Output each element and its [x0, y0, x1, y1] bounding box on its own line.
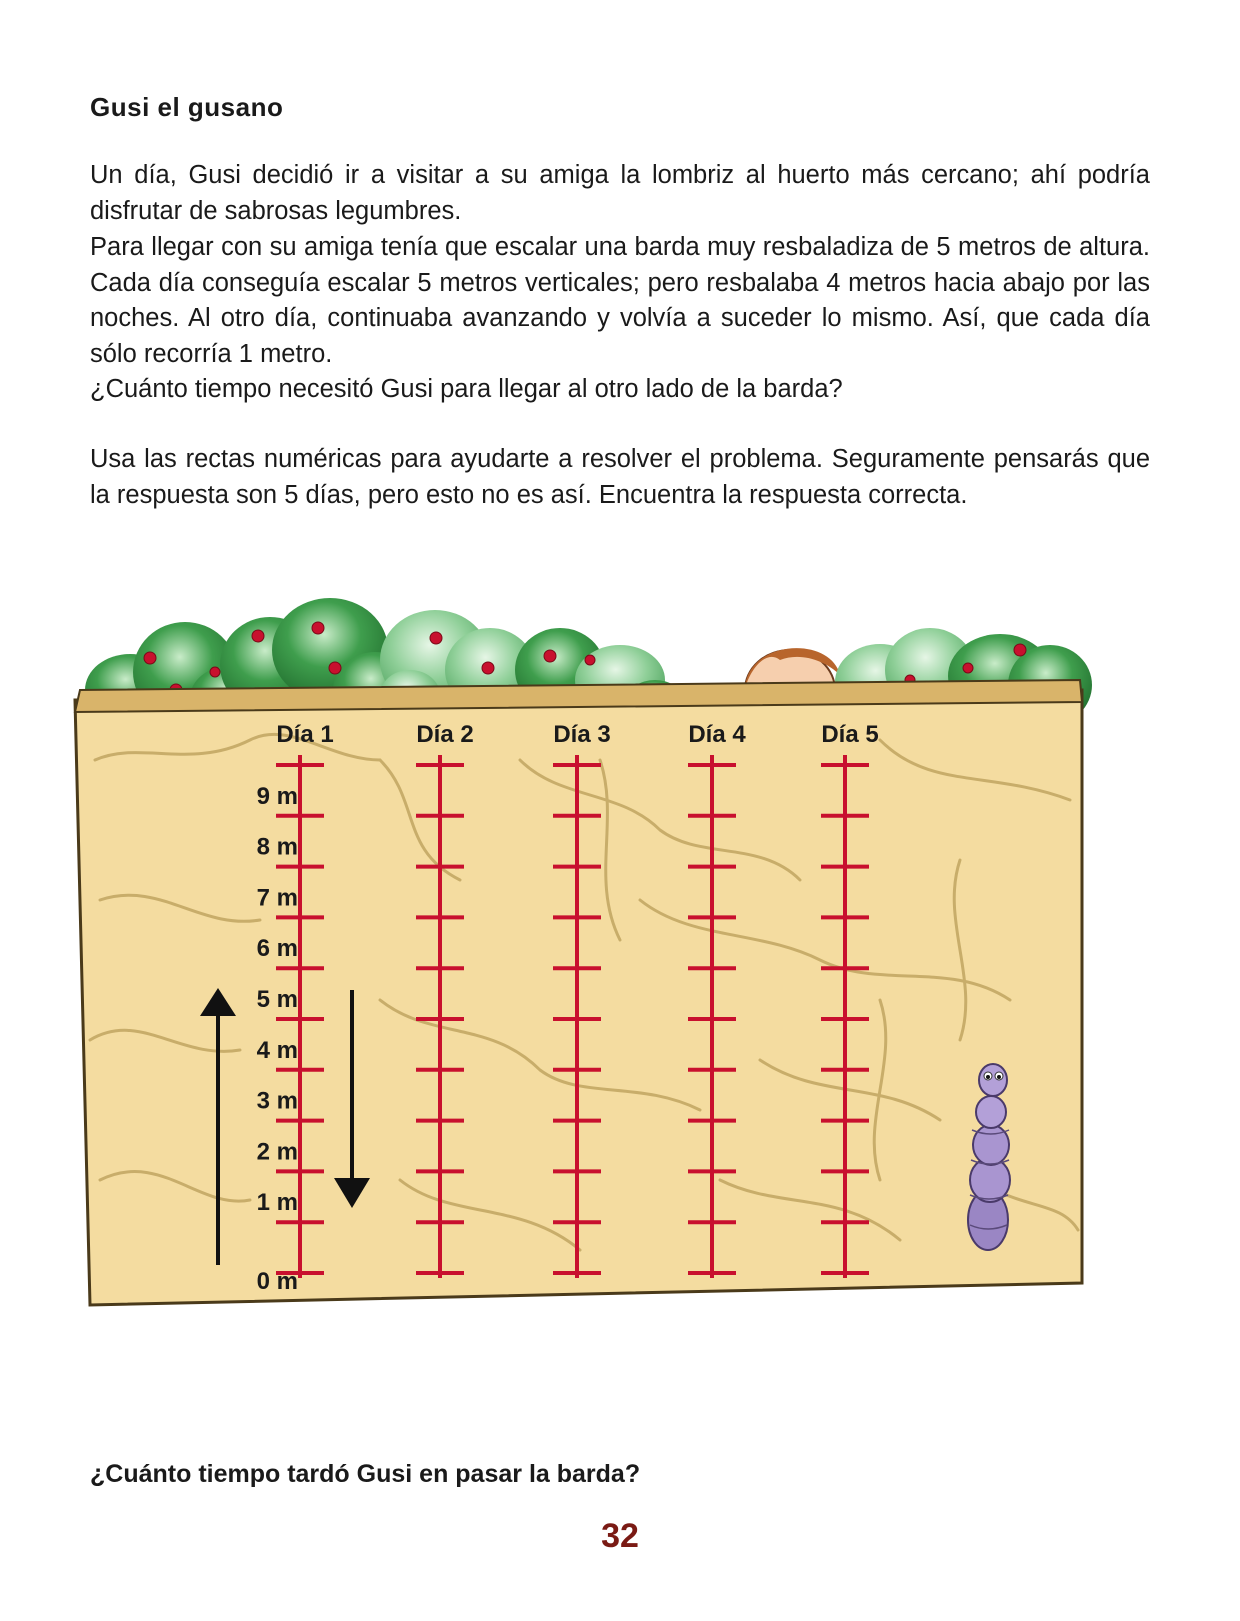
problem-paragraph: Para llegar con su amiga tenía que escalar una barda muy resbaladiza de 5 metros de altura. Cada día conseguía escalar 5 metros verticales; pero resbalaba 4 metros hacia abajo por las noches. Al otro día, continuaba avanzando y volvía a suceder lo mismo. Así, que cada día sólo recorría 1 metro.	[90, 233, 1150, 368]
instructions-paragraph: Usa las rectas numéricas para ayudarte a resolver el problema. Seguramente pensarás que la respuesta son 5 días, pero esto no es así. Encuentra la respuesta correcta.	[90, 445, 1150, 509]
meter-label: 9 m	[256, 782, 298, 810]
meter-label: 4 m	[256, 1036, 298, 1064]
meter-label: 2 m	[256, 1138, 298, 1166]
problem-question: ¿Cuánto tiempo necesitó Gusi para llegar al otro lado de la barda?	[90, 375, 843, 403]
day-label: Día 1	[276, 721, 334, 748]
day-label: Día 3	[553, 721, 611, 748]
meter-label: 5 m	[256, 986, 298, 1013]
day-label: Día 5	[821, 721, 879, 748]
day-label: Día 2	[416, 721, 474, 748]
intro-paragraph: Un día, Gusi decidió ir a visitar a su amiga la lombriz al huerto más cercano; ahí podría disfrutar de sabrosas legumbres.	[90, 161, 1150, 225]
meter-label: 6 m	[256, 935, 298, 963]
meter-label: 0 m	[256, 1268, 298, 1295]
meter-label: 3 m	[256, 1087, 298, 1115]
wall-illustration	[0, 580, 1240, 1360]
day-label: Día 4	[688, 721, 746, 748]
meter-label: 7 m	[256, 884, 298, 912]
page-title: Gusi el gusano	[90, 92, 284, 122]
final-question: ¿Cuánto tiempo tardó Gusi en pasar la barda?	[90, 1460, 641, 1488]
page-number: 32	[601, 1517, 639, 1555]
meter-label: 1 m	[256, 1189, 298, 1217]
meter-label: 8 m	[256, 833, 298, 861]
